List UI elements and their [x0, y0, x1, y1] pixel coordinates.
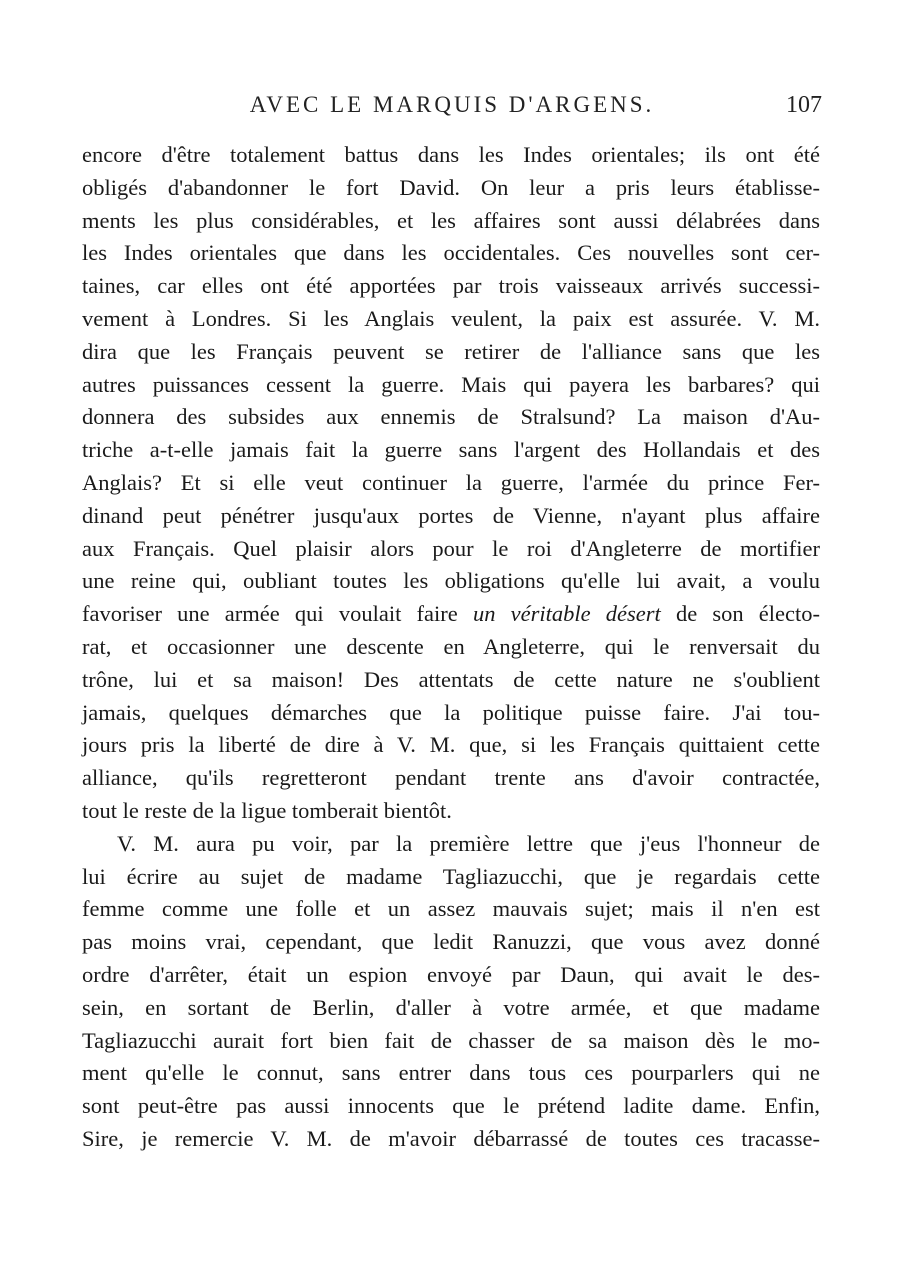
- text-line: ment qu'elle le connut, sans entrer dans tous ces pourparlers qui ne: [82, 1060, 820, 1086]
- text-line: lui écrire au sujet de madame Tagliazucchi, que je regardais cette: [82, 863, 820, 889]
- text-line: femme comme une folle et un assez mauvais sujet; mais il n'en est: [82, 896, 820, 922]
- italic-phrase: un véritable désert: [472, 601, 661, 627]
- paragraph-end-line: tout le reste de la ligue tomberait bientôt.: [82, 797, 452, 823]
- text-line: taines, car elles ont été apportées par trois vaisseaux arrivés successi-: [82, 273, 820, 299]
- text-line: autres puissances cessent la guerre. Mais qui payera les barbares? qui: [82, 371, 820, 397]
- text-line: Sire, je remercie V. M. de m'avoir débarrassé de toutes ces tracasse-: [82, 1125, 820, 1151]
- text-line: ments les plus considérables, et les affaires sont aussi délabrées dans: [82, 207, 820, 233]
- page-number: 107: [786, 92, 822, 118]
- text-line: pas moins vrai, cependant, que ledit Ranuzzi, que vous avez donné: [82, 929, 820, 955]
- text-line: dinand peut pénétrer jusqu'aux portes de Vienne, n'ayant plus affaire: [82, 502, 820, 528]
- running-title: AVEC LE MARQUIS D'ARGENS.: [249, 92, 655, 117]
- text-line: donnera des subsides aux ennemis de Stralsund? La maison d'Au-: [82, 404, 820, 430]
- text-line: encore d'être totalement battus dans les Indes orientales; ils ont été: [82, 142, 820, 167]
- text-line: alliance, qu'ils regretteront pendant trente ans d'avoir contractée,: [82, 765, 820, 791]
- text-line-with-italic: [82, 598, 820, 631]
- text-body: [82, 139, 820, 1156]
- running-head: [82, 92, 822, 128]
- text-line: jamais, quelques démarches que la politique puisse faire. J'ai tou-: [82, 699, 820, 725]
- text-line: Anglais? Et si elle veut continuer la guerre, l'armée du prince Fer-: [82, 469, 820, 495]
- paragraph-start-line: V. M. aura pu voir, par la première lettre que j'eus l'honneur de: [117, 830, 820, 856]
- text-line: rat, et occasionner une descente en Angleterre, qui le renversait du: [82, 633, 820, 659]
- text-line: Tagliazucchi aurait fort bien fait de chasser de sa maison dès le mo-: [82, 1027, 820, 1053]
- text-line: dira que les Français peuvent se retirer de l'alliance sans que les: [82, 338, 820, 364]
- text-line: triche a-t-elle jamais fait la guerre sans l'argent des Hollandais et des: [82, 437, 820, 463]
- text-line: une reine qui, oubliant toutes les obligations qu'elle lui avait, a voulu: [82, 568, 820, 594]
- text-line: sein, en sortant de Berlin, d'aller à votre armée, et que madame: [82, 994, 820, 1020]
- text-segment: favoriser une armée qui voulait faire: [82, 601, 473, 627]
- text-line: jours pris la liberté de dire à V. M. que, si les Français quittaient cette: [82, 732, 820, 758]
- text-line: sont peut-être pas aussi innocents que le prétend ladite dame. Enfin,: [82, 1093, 820, 1119]
- text-line: trône, lui et sa maison! Des attentats de cette nature ne s'oublient: [82, 666, 820, 692]
- text-line: les Indes orientales que dans les occidentales. Ces nouvelles sont cer-: [82, 240, 820, 266]
- text-line: ordre d'arrêter, était un espion envoyé par Daun, qui avait le des-: [82, 961, 820, 987]
- text-line: vement à Londres. Si les Anglais veulent, la paix est assurée. V. M.: [82, 305, 820, 331]
- text-line: obligés d'abandonner le fort David. On leur a pris leurs établisse-: [82, 174, 820, 200]
- text-line: aux Français. Quel plaisir alors pour le roi d'Angleterre de mortifier: [82, 535, 820, 561]
- text-segment: de son électo-: [660, 601, 821, 627]
